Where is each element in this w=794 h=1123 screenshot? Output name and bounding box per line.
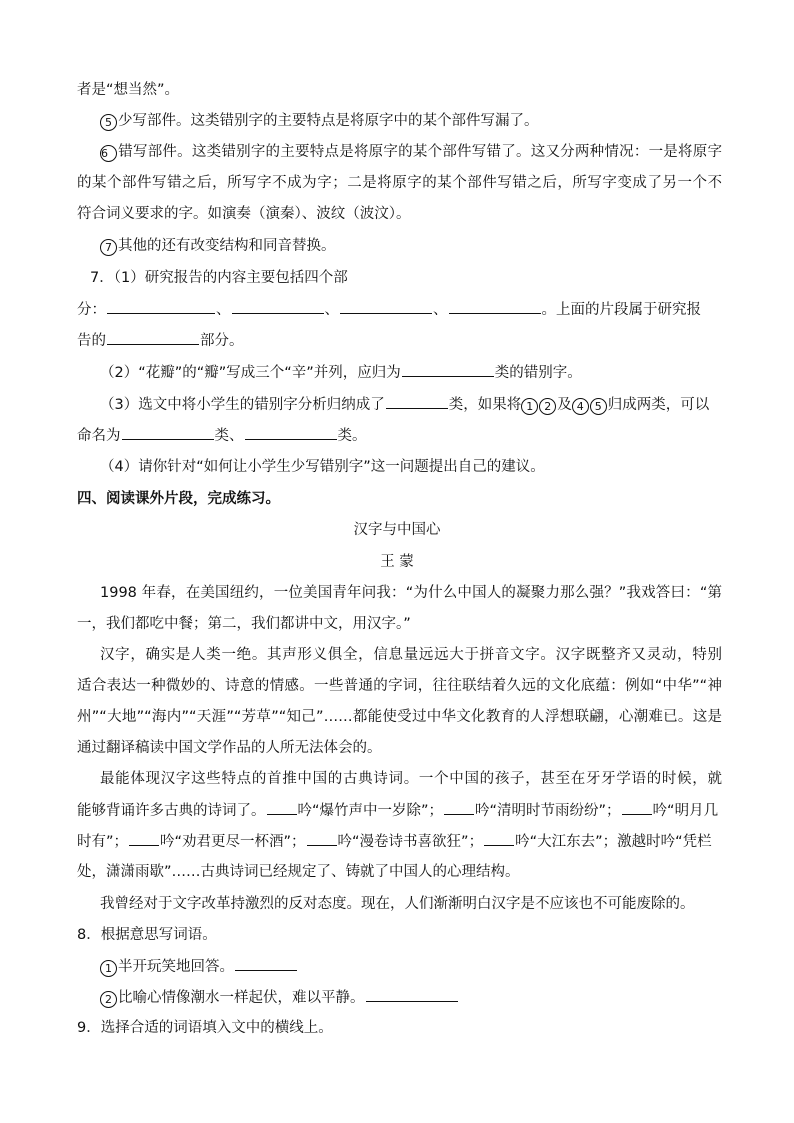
circled-number: 2 [100,991,117,1008]
answer-blank[interactable] [107,299,215,314]
circled-number: 7 [100,239,117,256]
answer-blank[interactable] [366,987,458,1002]
circled-number: 2 [539,398,556,415]
answer-blank[interactable] [235,956,297,971]
question-7-part-1-line-3 [77,330,722,351]
answer-blank[interactable] [386,394,448,409]
label: 类的错别字。 [494,365,582,381]
article-paragraph-1: 1998 年春，在美国纽约，一位美国青年问我：“为什么中国人的凝聚力那么强？”我戏答曰：“第 [100,585,722,601]
article-paragraph-3-line-2 [77,800,722,821]
question-7-part-2 [100,362,722,383]
list-item-5 [100,111,722,131]
separator: 、 [216,302,231,318]
article-paragraph-2-line-3: 州”“大地”“海内”“天涯”“芳草”“知己”……都能使受过中华文化教育的人浮想联翩，心潮难已。这是 [77,709,722,725]
text: 吟“清明时节雨纷纷”； [475,803,621,819]
answer-blank[interactable] [307,831,337,846]
article-paragraph-4: 我曾经对于文字改革持激烈的反对态度。现在，人们渐渐明白汉字是不应该也不可能废除的。 [100,896,695,912]
label: 归成两类，可以 [607,397,710,413]
label: （3）选文中将小学生的错别字分析归纳成了 [100,397,385,413]
text: 吟“爆竹声中一岁除”； [297,803,444,819]
text: 半开玩笑地回答。 [118,959,234,975]
label: 类。 [337,428,367,444]
circled-number: 4 [572,398,589,415]
circled-number: 6 [100,145,117,162]
article-paragraph-3-line-4: 处，潇潇雨歇”……古典诗词已经规定了、铸就了中国人的心理结构。 [77,864,520,880]
answer-blank[interactable] [449,299,541,314]
article-title: 汉字与中国心 [353,522,441,538]
article-paragraph-1-line-2: 一，我们都吃中餐；第二，我们都讲中文，用汉字。” [77,616,411,632]
list-item-6-line-3: 符合词义要求的字。如演奏（演秦）、波纹（波汶）。 [77,206,411,222]
article-paragraph-3: 最能体现汉字这些特点的首推中国的古典诗词。一个中国的孩子，甚至在牙牙学语的时候，就 [100,771,722,787]
question-7-part-4: （4）请你针对“如何让小学生少写错别字”这一问题提出自己的建议。 [100,459,545,475]
text: 吟“漫卷诗书喜欲狂”； [337,834,484,850]
list-item-text: 少写部件。这类错别字的主要特点是将原字中的某个部件写漏了。 [118,113,539,129]
list-item-6 [100,142,722,162]
separator: 、 [433,302,448,318]
circled-number: 1 [100,960,117,977]
question-7-part-3-line-2 [77,425,722,446]
answer-blank[interactable] [245,425,337,440]
section-heading: 四、阅读课外片段，完成练习。 [77,491,280,507]
text: 吟“劝君更尽一杯酒”； [160,834,306,850]
text: 吟“明月几 [652,803,719,819]
question-8-title: 8．根据意思写词语。 [77,927,217,943]
circled-number: 1 [521,398,538,415]
answer-blank[interactable] [402,362,494,377]
label: 命名为 [77,428,121,444]
article-paragraph-2: 汉字，确实是人类一绝。其声形义俱全，信息量远远大于拼音文字。汉字既整齐又灵动，特别 [100,647,722,663]
answer-blank[interactable] [622,800,652,815]
label: 及 [557,397,572,413]
text: 能够背诵许多古典的诗词了。 [77,803,266,819]
text: 比喻心情像潮水一样起伏，难以平静。 [118,990,365,1006]
answer-blank[interactable] [267,800,297,815]
circled-number: 5 [590,398,607,415]
question-7-part-1-blanks [77,299,722,320]
answer-blank[interactable] [129,831,159,846]
question-8-item-1 [100,956,722,977]
label: 分： [77,302,106,318]
circled-number: 5 [100,114,117,131]
label: 类，如果将 [448,397,522,413]
answer-blank[interactable] [232,299,324,314]
label: 部分。 [200,333,244,349]
list-item-6-line-2: 的某个部件写错之后，所写字不成为字；二是将原字的某个部件写错之后，所写字变成了另一个不 [77,175,722,191]
article-paragraph-2-line-4: 通过翻译稿读中国文学作品的人所无法体会的。 [77,740,382,756]
article-author: 王 蒙 [380,554,414,570]
question-7-part-3 [100,394,722,415]
label: （2）“花瓣”的“瓣”写成三个“辛”并列，应归为 [100,365,401,381]
answer-blank[interactable] [340,299,432,314]
answer-blank[interactable] [444,800,474,815]
answer-blank[interactable] [122,425,214,440]
list-item-7 [100,236,722,256]
question-7-part-1: 7．（1）研究报告的内容主要包括四个部 [90,270,348,286]
list-item-text: 其他的还有改变结构和同音替换。 [118,238,336,254]
paragraph-continuation: 者是“想当然”。 [77,82,180,98]
answer-blank[interactable] [484,831,514,846]
label: 告的 [77,333,106,349]
question-8-item-2 [100,987,722,1008]
label: 。上面的片段属于研究报 [541,302,701,318]
question-9-title: 9．选择合适的词语填入文中的横线上。 [77,1020,333,1036]
text: 时有”； [77,834,129,850]
list-item-text: 错写部件。这类错别字的主要特点是将原字的某个部件写错了。这又分两种情况：一是将原字 [118,144,722,160]
answer-blank[interactable] [107,330,199,345]
label: 类、 [214,428,244,444]
article-paragraph-2-line-2: 适合表达一种微妙的、诗意的情感。一些普通的字词，往往联结着久远的文化底蕴：例如“中华”“神 [77,678,722,694]
article-paragraph-3-line-3 [77,831,722,852]
text: 吟“大江东去”；激越时吟“凭栏 [515,834,712,850]
separator: 、 [324,302,339,318]
